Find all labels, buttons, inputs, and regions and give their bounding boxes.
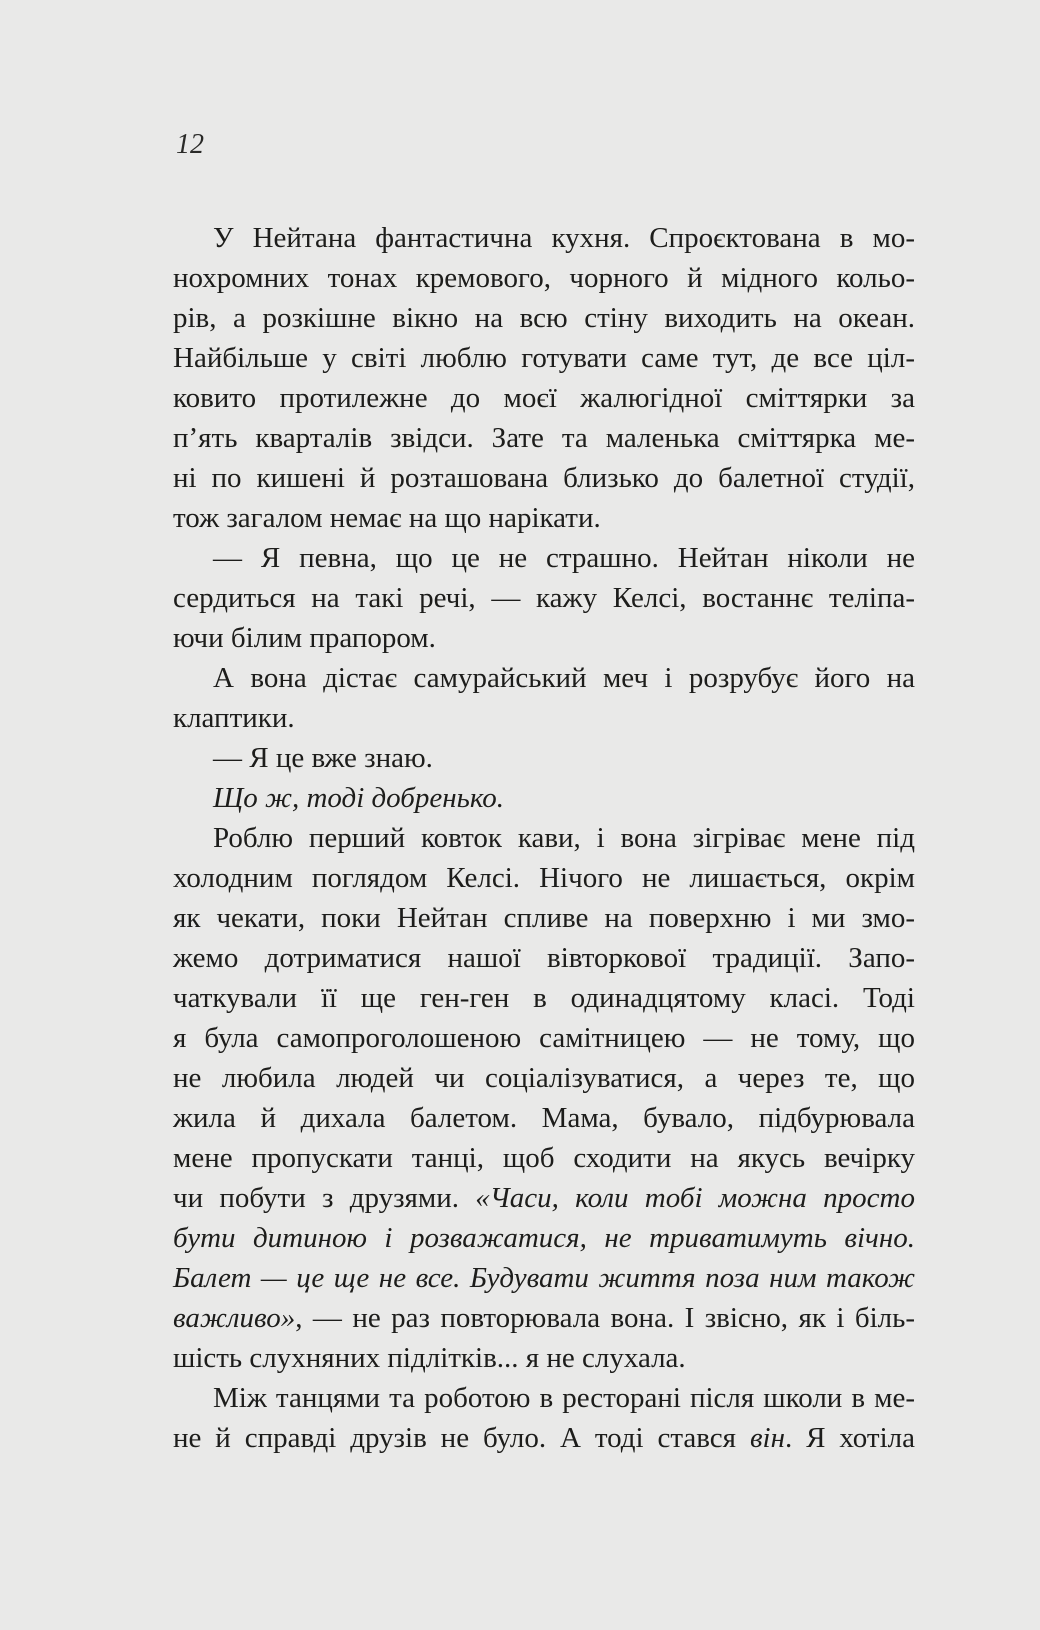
text-line — [173, 1378, 915, 1418]
text-segment: — Я певна, що це не страшно. Нейтан ніколи не — [213, 542, 915, 574]
text-line — [173, 1138, 915, 1178]
text-segment: жемо дотриматися нашої вівторкової традиції. Запо- — [173, 942, 915, 974]
paragraph — [173, 818, 915, 1378]
text-line — [173, 818, 915, 858]
text-line — [173, 978, 915, 1018]
text-line — [173, 458, 915, 498]
text-segment: як чекати, поки Нейтан спливе на поверхню і ми змо- — [173, 902, 915, 934]
text-line — [173, 1338, 915, 1378]
text-segment: Роблю перший ковток кави, і вона зігріває мене під — [213, 822, 915, 854]
text-segment: У Нейтана фантастична кухня. Спроєктована в мо- — [213, 222, 915, 254]
text-segment: не й справді друзів не було. А тоді стався — [173, 1422, 750, 1454]
text-segment: клаптики. — [173, 702, 295, 734]
text-segment: п’ять кварталів звідси. Зате та маленька сміттярка ме- — [173, 422, 915, 454]
text-segment: холодним поглядом Келсі. Нічого не лишається, окрім — [173, 862, 915, 894]
text-line — [173, 538, 915, 578]
paragraph — [173, 738, 915, 778]
text-segment: я була самопроголошеною самітницею — не тому, що — [173, 1022, 915, 1054]
text-segment: чи побути з друзями. — [173, 1182, 476, 1214]
text-line — [173, 298, 915, 338]
paragraph — [173, 658, 915, 738]
text-line — [173, 1418, 915, 1458]
text-block — [173, 218, 915, 1458]
text-segment: ковито протилежне до моєї жалюгідної сміттярки за — [173, 382, 915, 414]
text-line — [173, 1058, 915, 1098]
text-line — [173, 858, 915, 898]
text-segment: чаткували її ще ген-ген в одинадцятому класі. Тоді — [173, 982, 915, 1014]
text-line — [173, 1258, 915, 1298]
paragraph — [173, 778, 915, 818]
text-line — [173, 658, 915, 698]
text-line — [173, 1178, 915, 1218]
text-segment: бути дитиною і розважатися, не триватимуть вічно. — [173, 1222, 915, 1254]
text-line — [173, 498, 915, 538]
text-line — [173, 218, 915, 258]
text-line — [173, 378, 915, 418]
text-segment: Балет — це ще не все. Будувати життя поза ним також — [173, 1262, 915, 1294]
text-segment: А вона дістає самурайський меч і розрубує його на — [213, 662, 915, 694]
text-segment: важливо» — [173, 1302, 296, 1334]
text-line — [173, 698, 915, 738]
text-segment: жила й дихала балетом. Мама, бувало, підбурювала — [173, 1102, 915, 1134]
text-line — [173, 418, 915, 458]
text-segment: ючи білим прапором. — [173, 622, 436, 654]
text-segment: — Я це вже знаю. — [213, 742, 433, 774]
text-line — [173, 1218, 915, 1258]
text-line — [173, 338, 915, 378]
paragraph — [173, 218, 915, 538]
text-segment: Що ж, тоді добренько. — [213, 782, 505, 814]
text-segment: ні по кишені й розташована близько до балетної студії, — [173, 462, 915, 494]
text-line — [173, 258, 915, 298]
text-segment: рів, а розкішне вікно на всю стіну виходить на океан. — [173, 302, 915, 334]
text-line — [173, 578, 915, 618]
text-segment: Найбільше у світі люблю готувати саме тут, де все ціл- — [173, 342, 915, 374]
text-line — [173, 938, 915, 978]
text-segment: шість слухняних підлітків... я не слухала. — [173, 1342, 686, 1374]
paragraph — [173, 1378, 915, 1458]
text-line — [173, 738, 915, 778]
text-line — [173, 1018, 915, 1058]
text-segment: Між танцями та роботою в ресторані після школи в ме- — [213, 1382, 915, 1414]
text-segment: не любила людей чи соціалізуватися, а через те, що — [173, 1062, 915, 1094]
text-segment: сердиться на такі речі, — кажу Келсі, востаннє теліпа- — [173, 582, 915, 614]
text-segment: . Я хотіла — [784, 1422, 915, 1454]
text-segment: мене пропускати танці, щоб сходити на якусь вечірку — [173, 1142, 915, 1174]
text-segment: тож загалом немає на що нарікати. — [173, 502, 601, 534]
text-segment: , — не раз повторювала вона. І звісно, як і біль- — [295, 1302, 915, 1334]
text-line — [173, 778, 915, 818]
page-number: 12 — [176, 129, 204, 160]
text-line — [173, 1098, 915, 1138]
text-line — [173, 1298, 915, 1338]
text-segment: він — [749, 1422, 785, 1454]
text-segment: «Часи, коли тобі можна просто — [475, 1182, 915, 1214]
text-segment: нохромних тонах кремового, чорного й мідного кольо- — [173, 262, 915, 294]
text-line — [173, 898, 915, 938]
paragraph — [173, 538, 915, 658]
text-line — [173, 618, 915, 658]
